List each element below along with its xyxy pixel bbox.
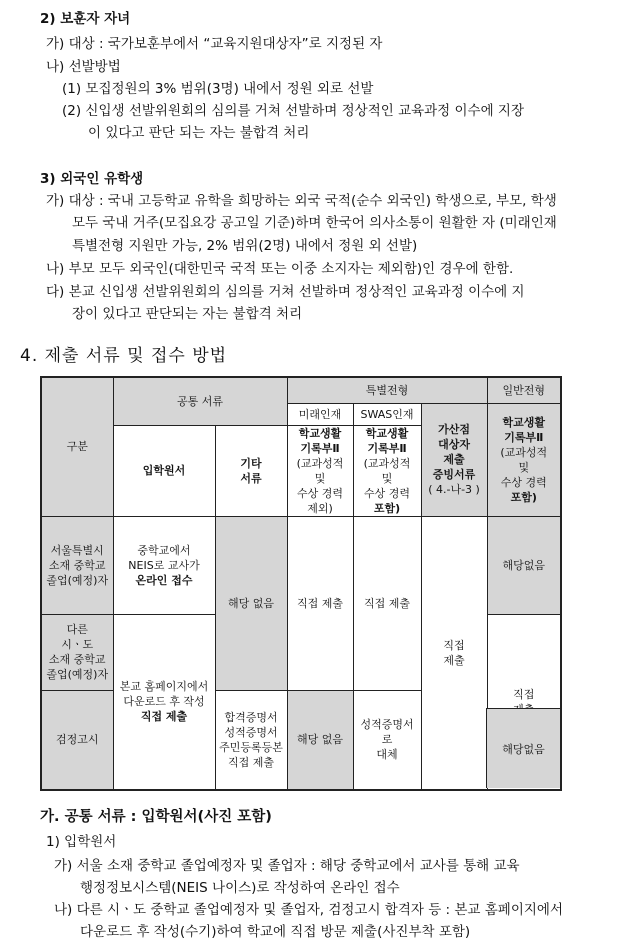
mirae-none-geomjeong: 해당 없음: [287, 690, 353, 790]
section-a-title: 가. 공통 서류 : 입학원서(사진 포함): [40, 809, 272, 825]
general-direct: 직접: [487, 614, 561, 790]
general-none-geomjeong: 해당없음: [486, 708, 560, 788]
secA-na-line1: 나) 다른 시ㆍ도 중학교 졸업예정자 및 졸업자, 검정고시 합격자 등 : 본교 홈페이지에서: [54, 902, 563, 918]
header-gubun: 구분: [41, 377, 113, 516]
header-common: 공통 서류: [113, 377, 287, 425]
row-geomjeong: 검정고시: [41, 690, 113, 790]
secA-na-line2: 다운로드 후 작성(수기)하여 학교에 직접 방문 제출(사진부착 포함): [80, 924, 471, 940]
sec2-item-ga: 가) 대상 : 국가보훈부에서 “교육지원대상자”로 지정된 자: [46, 36, 383, 52]
sec3-ga-line3: 특별전형 지원만 가능, 2% 범위(2명) 내에서 정원 외 선발): [72, 238, 418, 254]
secA-ga-line1: 가) 서울 소재 중학교 졸업예정자 및 졸업자 : 해당 중학교에서 교사를 통해 교육: [54, 858, 520, 874]
mirae-direct: 직접 제출: [287, 516, 353, 690]
seoul-app-form: 중학교에서 NEIS로 교사가 온라인 접수: [113, 516, 215, 614]
bonus-direct: 직접 제출: [421, 516, 487, 790]
section-2-title: 2) 보훈자 자녀: [40, 11, 131, 27]
sec3-da-line1: 다) 본교 신입생 선발위원회의 심의를 거쳐 선발하며 정상적인 교육과정 이수에 지: [46, 284, 525, 300]
row-other-region: 다른 시ㆍ도 소재 중학교 졸업(예정)자: [41, 614, 113, 690]
submission-documents-table: [40, 376, 562, 791]
header-special: 특별전형: [287, 377, 487, 403]
sec3-da-line2: 장이 있다고 판단되는 자는 불합격 처리: [72, 306, 303, 322]
sec3-ga-line1: 가) 대상 : 국내 고등학교 유학을 희망하는 외국 국적(순수 외국인) 학생으로, 부모, 학생: [46, 193, 557, 209]
header-swas: SWAS인재: [353, 403, 421, 425]
swas-geomjeong: 성적증명서로 대체: [353, 690, 421, 790]
other-app-form: 본교 홈페이지에서 다운로드 후 작성 직접 제출: [113, 614, 215, 790]
header-etc: 기타 서류: [215, 425, 287, 516]
sec3-ga-line2: 모두 국내 거주(모집요강 공고일 기준)하며 한국어 의사소통이 원활한 자 (미래인재: [72, 215, 557, 231]
header-mirae: 미래인재: [287, 403, 353, 425]
etc-none: 해당 없음: [215, 516, 287, 690]
secA-ga-line2: 행정정보시스템(NEIS 나이스)로 작성하여 온라인 접수: [80, 880, 400, 896]
sec2-item-2-line2: 이 있다고 판단 되는 자는 불합격 처리: [88, 125, 310, 141]
geomjeong-etc-docs: 합격증명서 성적증명서 주민등록등본 직접 제출: [215, 690, 287, 790]
section-4-title: 4. 제출 서류 및 접수 방법: [20, 346, 228, 366]
swas-direct: 직접 제출: [353, 516, 421, 690]
header-record-swas: 학교생활 기록부Ⅱ (교과성적 및 수상 경력 포함): [353, 425, 421, 516]
sec3-na: 나) 부모 모두 외국인(대한민국 국적 또는 이중 소지자는 제외함)인 경우에 한함.: [46, 261, 514, 277]
secA-item-1: 1) 입학원서: [46, 834, 117, 850]
sec2-item-2-line1: (2) 신입생 선발위원회의 심의를 거쳐 선발하며 정상적인 교육과정 이수에 지장: [62, 103, 525, 119]
header-record-general: 학교생활 기록부Ⅱ (교과성적 및 수상 경력 포함): [487, 403, 561, 516]
header-app-form: 입학원서: [113, 425, 215, 516]
row-seoul: 서울특별시 소재 중학교 졸업(예정)자: [41, 516, 113, 614]
header-record-mirae: 학교생활 기록부Ⅱ (교과성적 및 수상 경력 제외): [287, 425, 353, 516]
section-3-title: 3) 외국인 유학생: [40, 171, 144, 187]
general-none-seoul: 해당없음: [487, 516, 561, 614]
header-general: 일반전형: [487, 377, 561, 403]
sec2-item-1: (1) 모집정원의 3% 범위(3명) 내에서 정원 외로 선발: [62, 81, 374, 97]
sec2-item-na: 나) 선발방법: [46, 59, 121, 75]
header-bonus-docs: 가산점 대상자 제출 증빙서류 ( 4.-나-3 ): [421, 403, 487, 516]
